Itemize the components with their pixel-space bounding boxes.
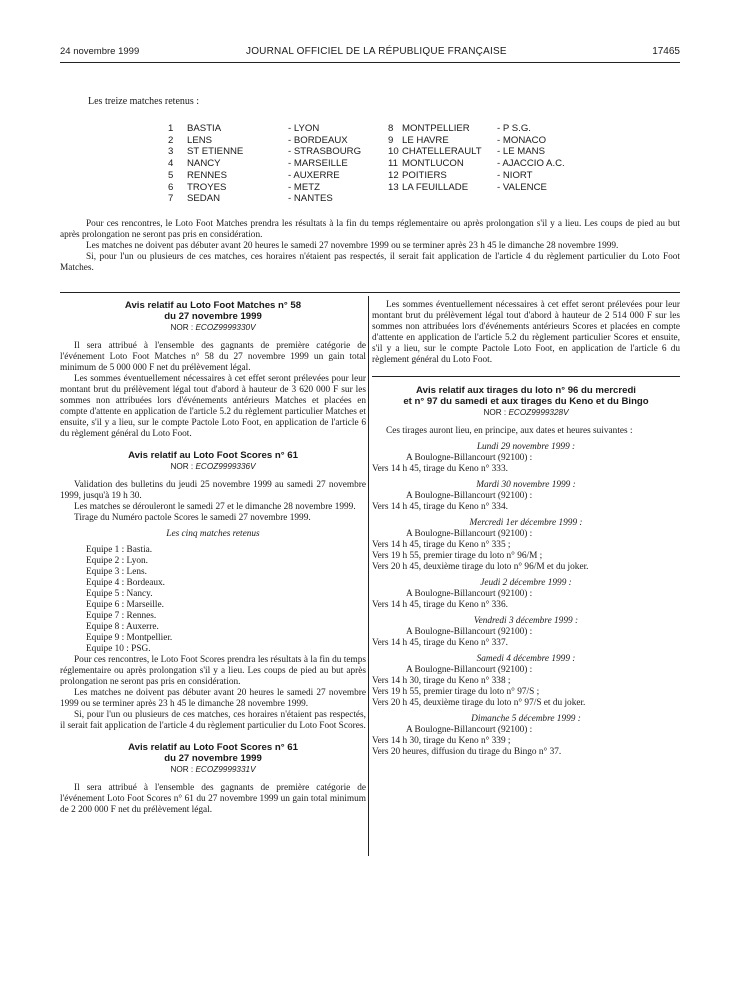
avis-subtitle: et n° 97 du samedi et aux tirages du Keno et du Bingo (403, 396, 649, 407)
match-away-col1: - LYON - BORDEAUX - STRASBOURG - MARSEILLE - AUXERRE - METZ - NANTES (288, 123, 362, 205)
schedule-day (372, 616, 680, 649)
day-heading: Jeudi 2 décembre 1999 : (480, 578, 572, 588)
list-item: Equipe 10 : PSG. (86, 644, 151, 654)
teams-list (60, 545, 366, 655)
column-divider (368, 296, 369, 856)
list-item: Equipe 5 : Nancy. (86, 589, 153, 599)
location-line: A Boulogne-Billancourt (92100) : (406, 529, 533, 539)
paragraph: Les sommes éventuellement nécessaires à cet effet seront prélevées pour leur montant brut du prélèvement légal tout d'abord à hauteur de 2 514 000 F sur les sommes non attribuées lors d'événements antérieurs Scores et placées en compte d'attente en application de l'article 5.2 du règlement particulier Scores et ensuite, s'il y a lieu, sur le compte Pactole Loto Foot, en application de l'article 6 du règlement général du Loto Foot. (372, 300, 680, 365)
note-paragraph: Pour ces rencontres, le Loto Foot Matches prendra les résultats à la fin du temps réglementaire ou après prolongation s'il y a lieu. Les coups de pied au but après prolongation ne seront pas pris en considération. (60, 219, 680, 240)
match-numbers-col2: 8 9 10 11 12 13 (388, 123, 399, 193)
header-rule (60, 62, 680, 63)
schedule-line: Vers 19 h 55, premier tirage du loto n° 96/M ; (372, 551, 543, 561)
schedule-line: Vers 14 h 45, tirage du Keno n° 335 ; (372, 540, 511, 550)
paragraph: Tirage du Numéro pactole Scores le samedi 27 novembre 1999. (74, 513, 311, 523)
schedule-line: Vers 14 h 45, tirage du Keno n° 334. (372, 502, 508, 512)
nor-reference: NOR : ECOZ9999336V (170, 462, 256, 471)
location-line: A Boulogne-Billancourt (92100) : (406, 491, 533, 501)
paragraph: Les matches se dérouleront le samedi 27 et le dimanche 28 novembre 1999. (74, 502, 356, 512)
schedule-line: Vers 20 h 45, deuxième tirage du loto n° 97/S et du joker. (372, 698, 586, 708)
right-column (372, 300, 680, 758)
location-line: A Boulogne-Billancourt (92100) : (406, 725, 533, 735)
nor-reference: NOR : ECOZ9999331V (170, 765, 256, 774)
note-paragraph: Si, pour l'un ou plusieurs de ces matches, ces horaires n'étaient pas respectés, il serait fait application de l'article 4 du règlement particulier du Loto Foot Matches. (60, 252, 680, 273)
paragraph: Ces tirages auront lieu, en principe, aux dates et heures suivantes : (386, 426, 633, 436)
avis-subtitle: du 27 novembre 1999 (164, 753, 262, 764)
avis-title: Avis relatif aux tirages du loto n° 96 du mercredi (416, 385, 636, 396)
avis-subtitle: du 27 novembre 1999 (164, 311, 262, 322)
matches-notes (60, 219, 680, 274)
paragraph: Pour ces rencontres, le Loto Foot Scores prendra les résultats à la fin du temps réglementaire ou après prolongation s'il y a lieu. Les coups de pied au but après prolongation ne seront pas pris en considération. (60, 655, 366, 687)
day-heading: Lundi 29 novembre 1999 : (476, 442, 576, 452)
list-item: Equipe 1 : Bastia. (86, 545, 153, 555)
draw-schedule (372, 442, 680, 758)
location-line: A Boulogne-Billancourt (92100) : (406, 589, 533, 599)
five-matches-heading: Les cinq matches retenus (166, 529, 260, 539)
paragraph: Il sera attribué à l'ensemble des gagnants de première catégorie de l'événement Loto Foot Matches n° 58 du 27 novembre 1999 un gain total minimum de 5 000 000 F net du prélèvement légal. (60, 341, 366, 373)
schedule-day (372, 654, 680, 709)
schedule-day (372, 442, 680, 475)
journal-title: JOURNAL OFFICIEL DE LA RÉPUBLIQUE FRANÇAISE (246, 46, 507, 57)
left-column (60, 300, 366, 816)
day-heading: Mercredi 1er décembre 1999 : (469, 518, 583, 528)
list-item: Equipe 7 : Rennes. (86, 611, 157, 621)
schedule-day (372, 518, 680, 573)
nor-reference: NOR : ECOZ9999330V (170, 323, 256, 332)
schedule-day (372, 714, 680, 758)
match-away-col2: - P S.G. - MONACO - LE MANS - AJACCIO A.C. - NIORT - VALENCE (497, 123, 565, 193)
avis-title: Avis relatif au Loto Foot Matches n° 58 (124, 300, 302, 311)
match-home-col2: MONTPELLIER LE HAVRE CHATELLERAULT MONTLUCON POITIERS LA FEUILLADE (402, 123, 482, 193)
list-item: Equipe 2 : Lyon. (86, 556, 148, 566)
schedule-line: Vers 19 h 55, premier tirage du loto n° 97/S ; (372, 687, 540, 697)
list-item: Equipe 4 : Bordeaux. (86, 578, 166, 588)
section-rule (60, 292, 680, 293)
schedule-line: Vers 14 h 45, tirage du Keno n° 336. (372, 600, 508, 610)
schedule-day (372, 480, 680, 513)
page-number: 17465 (652, 46, 680, 57)
schedule-line: Vers 14 h 30, tirage du Keno n° 338 ; (372, 676, 511, 686)
location-line: A Boulogne-Billancourt (92100) : (406, 453, 533, 463)
paragraph: Il sera attribué à l'ensemble des gagnants de première catégorie de l'événement Loto Foot Scores n° 61 du 27 novembre 1999 un gain total minimum de 2 200 000 F net du prélèvement légal. (60, 783, 366, 815)
section-rule (372, 376, 680, 377)
paragraph: Validation des bulletins du jeudi 25 novembre 1999 au samedi 27 novembre 1999, jusqu'à 19 h 30. (60, 480, 366, 501)
schedule-day (372, 578, 680, 611)
matches-intro: Les treize matches retenus : (88, 96, 200, 107)
schedule-line: Vers 20 heures, diffusion du tirage du Bingo n° 37. (372, 747, 562, 757)
match-home-col1: BASTIA LENS ST ETIENNE NANCY RENNES TROYES SEDAN (187, 123, 244, 205)
note-paragraph: Les matches ne doivent pas débuter avant 20 heures le samedi 27 novembre 1999 ou se terminer après 23 h 45 le dimanche 28 novembre 1999. (86, 241, 619, 251)
avis-title: Avis relatif au Loto Foot Scores n° 61 (128, 742, 298, 753)
day-heading: Samedi 4 décembre 1999 : (476, 654, 576, 664)
list-item: Equipe 8 : Auxerre. (86, 622, 159, 632)
day-heading: Dimanche 5 décembre 1999 : (471, 714, 581, 724)
schedule-line: Vers 14 h 45, tirage du Keno n° 337. (372, 638, 508, 648)
match-numbers-col1: 1 2 3 4 5 6 7 (168, 123, 174, 205)
schedule-line: Vers 20 h 45, deuxième tirage du loto n° 96/M et du joker. (372, 562, 589, 572)
page-header (60, 46, 680, 62)
paragraph: Les sommes éventuellement nécessaires à cet effet seront prélevées pour leur montant brut du prélèvement légal tout d'abord à hauteur de 3 620 000 F sur les sommes non attribuées lors d'événements antérieurs Matches et placées en compte d'attente en application de l'article 5.2 du règlement particulier Matches et ensuite, s'il y a lieu, sur le compte Pactole Loto Foot, en application de l'article 6 du règlement général du Loto Foot. (60, 374, 366, 439)
schedule-line: Vers 14 h 30, tirage du Keno n° 339 ; (372, 736, 511, 746)
header-date: 24 novembre 1999 (60, 46, 140, 57)
day-heading: Vendredi 3 décembre 1999 : (473, 616, 579, 626)
location-line: A Boulogne-Billancourt (92100) : (406, 665, 533, 675)
day-heading: Mardi 30 novembre 1999 : (476, 480, 576, 490)
paragraph: Si, pour l'un ou plusieurs de ces matches, ces horaires n'étaient pas respectés, il serait fait application de l'article 4 du règlement particulier du Loto Foot Scores. (60, 710, 366, 731)
list-item: Equipe 9 : Montpellier. (86, 633, 173, 643)
list-item: Equipe 3 : Lens. (86, 567, 147, 577)
avis-title: Avis relatif au Loto Foot Scores n° 61 (128, 450, 298, 461)
paragraph: Les matches ne doivent pas débuter avant 20 heures le samedi 27 novembre 1999 ou se terminer après 23 h 45 le dimanche 28 novembre 1999. (60, 688, 366, 709)
schedule-line: Vers 14 h 45, tirage du Keno n° 333. (372, 464, 508, 474)
list-item: Equipe 6 : Marseille. (86, 600, 164, 610)
nor-reference: NOR : ECOZ9999328V (483, 408, 569, 417)
location-line: A Boulogne-Billancourt (92100) : (406, 627, 533, 637)
